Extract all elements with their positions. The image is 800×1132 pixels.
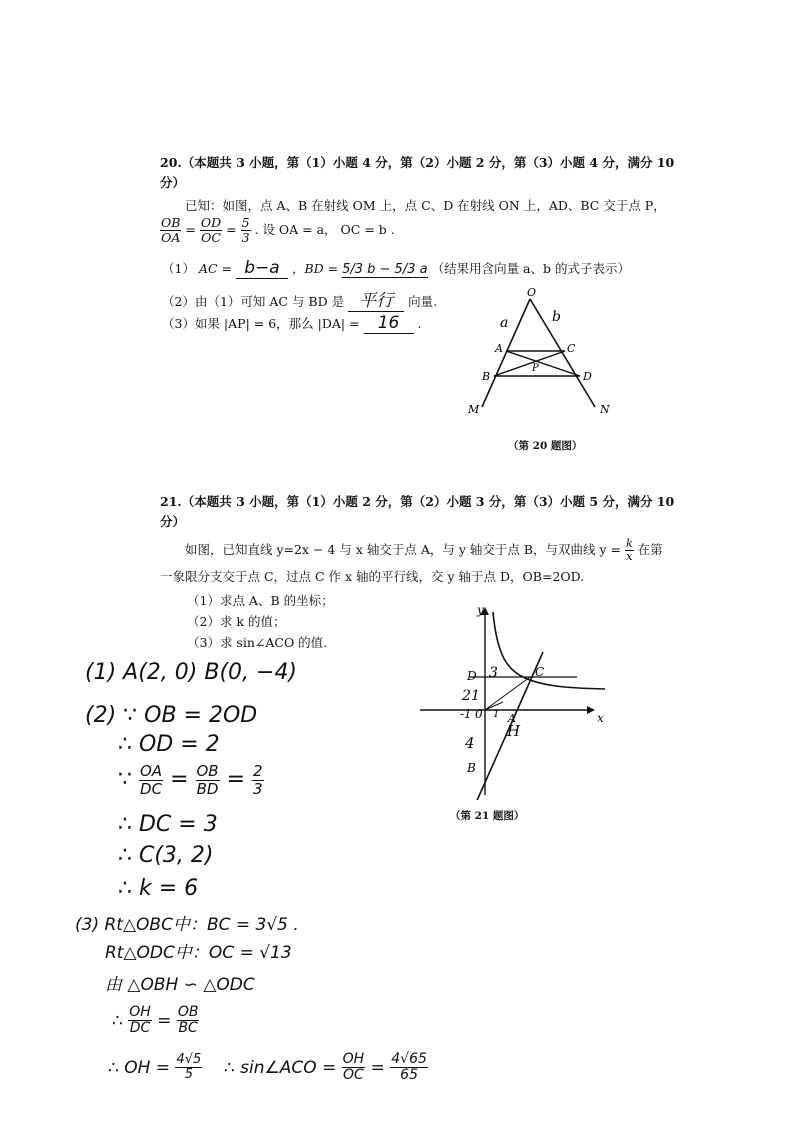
hand-line-12: ∴ OH = $\frac{4√5}{5}$ ∴ sin∠ACO = $\frac{OH}{OC}$ = $\frac{4√65}{65}$: [108, 1051, 427, 1084]
frac-den: OA: [161, 229, 181, 245]
hand-line-2: (2) ∵ OB = 2OD: [85, 703, 258, 728]
segment-oc: [485, 677, 530, 710]
q20-header-line1: 20.（本题共 3 小题，第（1）小题 4 分，第（2）小题 2 分，第（3）小题 4 分，满分 10: [160, 155, 675, 170]
hand-label-small1: 1: [493, 709, 500, 720]
q20-part1-answer-ac: b−a: [236, 258, 288, 279]
frac-den: 5: [184, 1067, 193, 1083]
hand-line-10: 由 △OBH ∽ △ODC: [105, 975, 255, 995]
q20-part2-answer: 平行: [348, 286, 404, 312]
hand-line-5: ∴ DC = 3: [118, 812, 218, 837]
q20-part3-label: （3）如果 |AP| = 6，那么 |DA| =: [162, 316, 360, 331]
label-a: A: [495, 342, 503, 355]
hand-line-11: ∴ $\frac{OH}{DC}$ = $\frac{OB}{BC}$: [112, 1004, 199, 1037]
q20-part1-label: （1）: [162, 261, 195, 276]
label-n: N: [600, 403, 610, 416]
label-b: B: [482, 370, 491, 383]
hand-label-1: 1: [471, 688, 480, 704]
q20-part2-tail: 向量.: [408, 294, 438, 309]
label-vector-a: a: [500, 315, 509, 331]
q21-given-line2: 一象限分支交于点 C，过点 C 作 x 轴的平行线，交 y 轴于点 D，OB=2OD.: [160, 569, 585, 584]
label-m: M: [468, 403, 480, 416]
frac-den: OC: [201, 229, 221, 245]
hand-line-1: (1) A(2, 0) B(0, −4): [85, 660, 298, 685]
q20-part1-tail: （结果用含向量 a、b 的式子表示）: [431, 261, 630, 276]
hand-line-3: ∴ OD = 2: [118, 732, 220, 757]
frac-den: x: [626, 550, 633, 564]
q20-part3-tail: .: [417, 316, 422, 331]
frac-num: 5: [241, 215, 250, 230]
label-d: D: [583, 370, 592, 383]
hand-label-0: 0: [475, 707, 483, 721]
frac-num: 4√65: [391, 1051, 427, 1067]
frac-num: OB: [196, 762, 219, 780]
q20-part2-label: （2）由（1）可知 AC 与 BD 是: [162, 294, 345, 309]
frac-num: OH: [342, 1051, 365, 1067]
q20-given-line1: 已知：如图，点 A、B 在射线 OM 上，点 C、D 在射线 ON 上，AD、BC 交于点 P，: [185, 198, 666, 213]
q20-part1-answer-bd: 5/3 b − 5/3 a: [342, 262, 428, 277]
hand-line-11-pre: ∴: [112, 1010, 123, 1031]
q20-fig-caption: （第 20 题图）: [508, 440, 583, 452]
q21-header-line1: 21.（本题共 3 小题，第（1）小题 2 分，第（2）小题 3 分，第（3）小题 5 分，满分 10: [160, 494, 675, 509]
q20-given-ratios: $\frac{OB}{OA}$ = $\frac{OD}{OC}$ = $\frac{5}{3}$ . 设 OA = a， OC = b .: [161, 215, 395, 245]
q21-given-line1: [185, 538, 663, 563]
label-vector-b: b: [552, 309, 561, 325]
label-y: y: [477, 603, 484, 617]
label-o: O: [527, 286, 537, 299]
q20-part1: [162, 258, 630, 279]
frac-den: BD: [196, 779, 219, 798]
q20-part2: [162, 286, 437, 312]
frac-num: 2: [253, 762, 263, 780]
label-c: C: [535, 665, 545, 679]
x-axis-arrow: [587, 706, 595, 714]
label-b: B: [467, 761, 476, 775]
frac-num: OB: [161, 215, 181, 230]
frac-den: 3: [241, 229, 250, 245]
frac-den: DC: [140, 779, 163, 798]
hand-label-neg1: -1: [460, 707, 472, 721]
q20-part1-bd: ，BD =: [291, 261, 339, 276]
hand-label-h: H: [507, 722, 521, 740]
hand-line-12-pre: ∴ OH =: [108, 1057, 171, 1078]
frac-num: OD: [200, 215, 222, 230]
hand-line-8: (3) Rt△OBC中：BC = 3√5 .: [75, 915, 299, 935]
hand-label-2: 2: [462, 688, 471, 704]
q20-part1-ac: AC =: [198, 261, 232, 276]
q20-figure: [460, 285, 620, 435]
frac-den: 65: [400, 1067, 418, 1084]
frac-num: OB: [177, 1004, 199, 1020]
q21-figure: [415, 600, 615, 800]
label-p: P: [532, 363, 539, 374]
hand-label-4: 4: [465, 734, 475, 752]
frac-num: OA: [140, 762, 163, 780]
q20-given-tail: . 设 OA = a， OC = b .: [254, 221, 395, 237]
hand-line-9: Rt△ODC中：OC = √13: [105, 943, 292, 963]
q21-sub1: （1）求点 A、B 的坐标；: [187, 593, 334, 608]
q20-part3: [162, 313, 422, 334]
frac-num: OH: [129, 1004, 151, 1020]
q21-sub2: （2）求 k 的值；: [187, 614, 286, 629]
q21-given-line1-b: 在第: [637, 542, 663, 558]
hand-line-7: ∴ k = 6: [118, 876, 199, 901]
hand-line-4-pre: ∵: [118, 767, 132, 792]
label-c: C: [567, 342, 576, 355]
hand-line-6: ∴ C(3, 2): [118, 843, 214, 868]
label-a: A: [508, 712, 516, 725]
label-x: x: [597, 711, 604, 725]
q21-sub3: （3）求 sin∠ACO 的值.: [187, 635, 328, 650]
frac-num: k: [626, 537, 633, 550]
label-d: D: [467, 669, 477, 683]
ray-on: [530, 299, 595, 407]
frac-den: BC: [178, 1020, 198, 1037]
q21-given-line1-a: 如图，已知直线 y=2x − 4 与 x 轴交于点 A，与 y 轴交于点 B，与双曲线 y =: [185, 542, 622, 558]
hand-line-12-mid: ∴ sin∠ACO =: [223, 1057, 337, 1078]
hand-label-3: 3: [489, 665, 498, 681]
q21-header-line2: 分）: [160, 514, 186, 529]
q21-fig-caption: （第 21 题图）: [450, 810, 525, 822]
frac-num: 4√5: [176, 1052, 202, 1068]
q20-header-line2: 分）: [160, 175, 186, 190]
frac-den: OC: [343, 1067, 364, 1084]
frac-den: DC: [129, 1020, 151, 1037]
frac-den: 3: [253, 779, 263, 798]
hand-line-4: ∵ $\frac{OA}{DC}$ = $\frac{OB}{BD}$ = $\frac{2}{3}$: [118, 762, 263, 798]
q20-part3-answer: 16: [364, 313, 414, 334]
